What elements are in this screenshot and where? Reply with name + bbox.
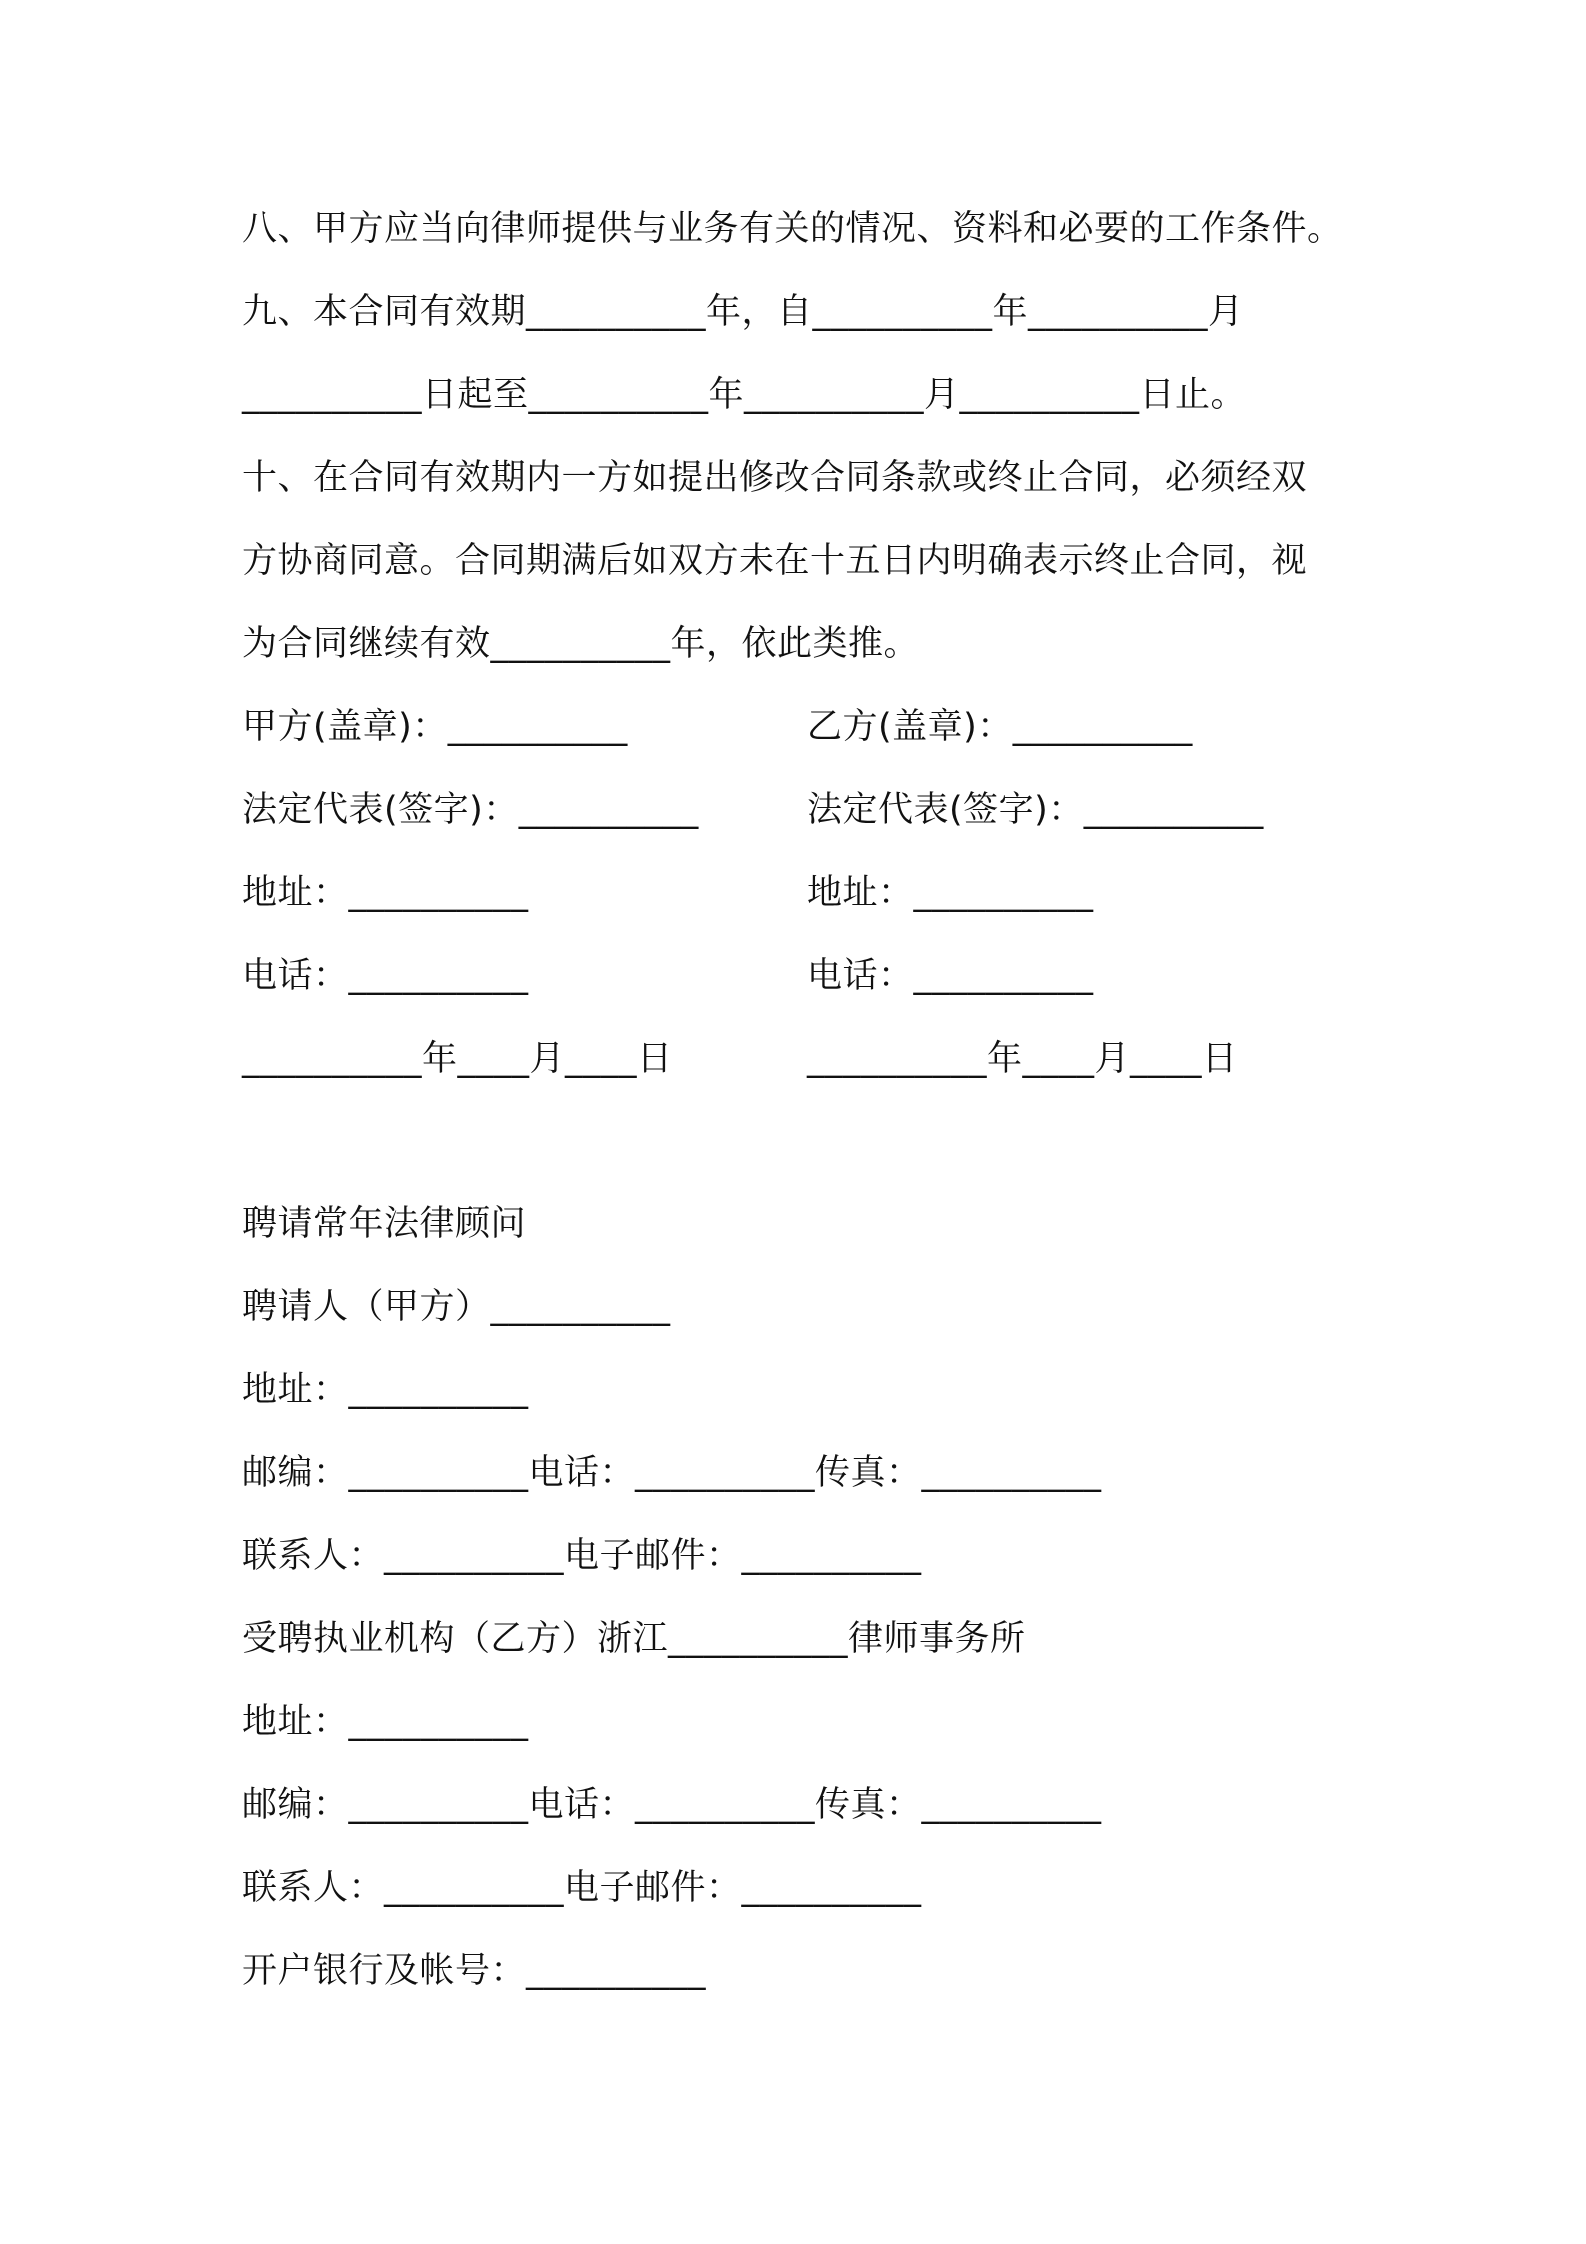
- clause-10-line-1: 十、在合同有效期内一方如提出修改合同条款或终止合同，必须经双: [242, 458, 1308, 498]
- firm-person-line: 联系人：__________电子邮件：__________: [242, 1868, 922, 1908]
- clause-9-line-1: 九、本合同有效期__________年，自__________年__________月: [242, 292, 1244, 332]
- bank-account-line: 开户银行及帐号：__________: [242, 1951, 707, 1991]
- clause-10-line-3: 为合同继续有效__________年，依此类推。: [242, 624, 920, 664]
- party-a-seal: 甲方(盖章)：__________: [242, 707, 628, 747]
- clause-8: 八、甲方应当向律师提供与业务有关的情况、资料和必要的工作条件。: [242, 209, 1343, 249]
- firm-contact-line: 邮编：__________电话：__________传真：__________: [242, 1785, 1102, 1825]
- party-b-seal: 乙方(盖章)：__________: [807, 707, 1193, 747]
- firm-line: 受聘执业机构（乙方）浙江__________律师事务所: [242, 1619, 1026, 1659]
- firm-address: 地址：__________: [242, 1702, 529, 1742]
- party-b-date: __________年____月____日: [807, 1039, 1238, 1079]
- employer-line: 聘请人（甲方）__________: [242, 1287, 671, 1327]
- party-a-phone: 电话：__________: [242, 956, 529, 996]
- employer-contact-line: 邮编：__________电话：__________传真：__________: [242, 1453, 1102, 1493]
- party-a-address: 地址：__________: [242, 873, 529, 913]
- clause-10-line-2: 方协商同意。合同期满后如双方未在十五日内明确表示终止合同，视: [242, 541, 1308, 581]
- party-b-address: 地址：__________: [807, 873, 1094, 913]
- employer-person-line: 联系人：__________电子邮件：__________: [242, 1536, 922, 1576]
- party-b-phone: 电话：__________: [807, 956, 1094, 996]
- party-a-date: __________年____月____日: [242, 1039, 673, 1079]
- party-a-legal-rep: 法定代表(签字)：__________: [242, 790, 699, 830]
- party-b-legal-rep: 法定代表(签字)：__________: [807, 790, 1264, 830]
- employer-address: 地址：__________: [242, 1370, 529, 1410]
- second-doc-title: 聘请常年法律顾问: [242, 1204, 527, 1244]
- clause-9-line-2: __________日起至__________年__________月__________日止。: [242, 375, 1247, 415]
